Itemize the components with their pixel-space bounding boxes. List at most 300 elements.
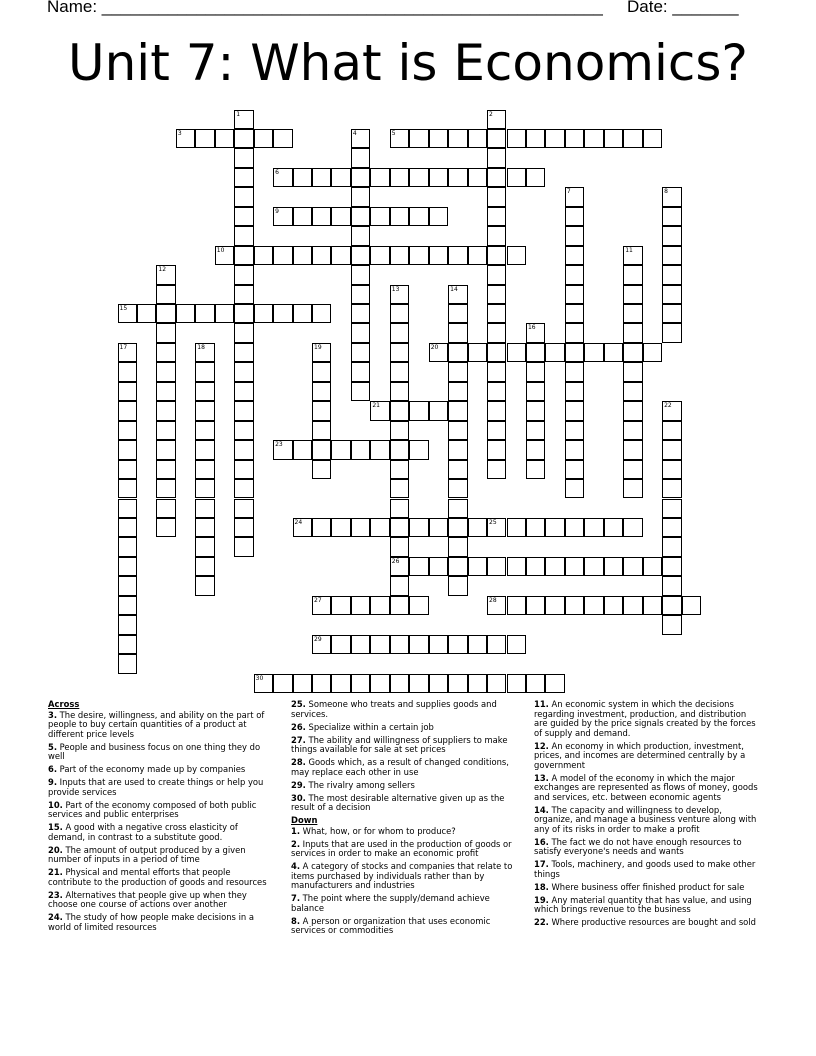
grid-cell[interactable] (507, 674, 526, 693)
grid-cell[interactable] (390, 674, 409, 693)
grid-cell[interactable] (409, 674, 428, 693)
grid-cell[interactable] (526, 557, 545, 576)
grid-cell[interactable] (487, 382, 506, 401)
grid-cell[interactable] (584, 129, 603, 148)
grid-cell[interactable] (448, 168, 467, 187)
grid-cell[interactable] (604, 596, 623, 615)
grid-cell[interactable] (623, 304, 642, 323)
grid-cell[interactable] (662, 499, 681, 518)
grid-cell[interactable] (623, 596, 642, 615)
grid-cell[interactable] (468, 518, 487, 537)
grid-cell[interactable] (156, 285, 175, 304)
grid-cell[interactable] (118, 421, 137, 440)
grid-cell[interactable] (487, 226, 506, 245)
grid-cell[interactable] (623, 285, 642, 304)
grid-cell[interactable] (429, 635, 448, 654)
grid-cell[interactable] (331, 635, 350, 654)
grid-cell[interactable] (156, 304, 175, 323)
grid-cell[interactable] (118, 576, 137, 595)
grid-cell[interactable] (468, 246, 487, 265)
grid-cell[interactable] (234, 168, 253, 187)
grid-cell[interactable] (331, 246, 350, 265)
grid-cell[interactable] (331, 207, 350, 226)
grid-cell[interactable] (118, 499, 137, 518)
grid-cell[interactable] (565, 557, 584, 576)
grid-cell[interactable] (565, 304, 584, 323)
grid-cell[interactable] (448, 246, 467, 265)
grid-cell[interactable] (623, 343, 642, 362)
grid-cell[interactable] (390, 635, 409, 654)
grid-cell[interactable] (390, 557, 409, 576)
grid-cell[interactable] (273, 246, 292, 265)
grid-cell[interactable] (662, 479, 681, 498)
grid-cell[interactable] (293, 207, 312, 226)
grid-cell[interactable] (545, 129, 564, 148)
grid-cell[interactable] (351, 343, 370, 362)
grid-cell[interactable] (487, 674, 506, 693)
grid-cell[interactable] (273, 207, 292, 226)
grid-cell[interactable] (545, 343, 564, 362)
grid-cell[interactable] (662, 557, 681, 576)
grid-cell[interactable] (390, 285, 409, 304)
grid-cell[interactable] (195, 479, 214, 498)
grid-cell[interactable] (507, 343, 526, 362)
grid-cell[interactable] (293, 518, 312, 537)
grid-cell[interactable] (351, 246, 370, 265)
grid-cell[interactable] (234, 343, 253, 362)
grid-cell[interactable] (623, 401, 642, 420)
grid-cell[interactable] (390, 401, 409, 420)
grid-cell[interactable] (390, 596, 409, 615)
grid-cell[interactable] (623, 440, 642, 459)
grid-cell[interactable] (487, 304, 506, 323)
grid-cell[interactable] (118, 382, 137, 401)
grid-cell[interactable] (448, 343, 467, 362)
grid-cell[interactable] (604, 557, 623, 576)
grid-cell[interactable] (390, 440, 409, 459)
grid-cell[interactable] (662, 285, 681, 304)
grid-cell[interactable] (429, 246, 448, 265)
grid-cell[interactable] (293, 168, 312, 187)
grid-cell[interactable] (565, 187, 584, 206)
grid-cell[interactable] (390, 246, 409, 265)
grid-cell[interactable] (118, 615, 137, 634)
grid-cell[interactable] (565, 226, 584, 245)
grid-cell[interactable] (390, 343, 409, 362)
grid-cell[interactable] (370, 596, 389, 615)
grid-cell[interactable] (468, 343, 487, 362)
grid-cell[interactable] (234, 518, 253, 537)
grid-cell[interactable] (468, 674, 487, 693)
grid-cell[interactable] (409, 518, 428, 537)
grid-cell[interactable] (351, 440, 370, 459)
grid-cell[interactable] (390, 518, 409, 537)
grid-cell[interactable] (623, 460, 642, 479)
grid-cell[interactable] (234, 440, 253, 459)
grid-cell[interactable] (195, 440, 214, 459)
grid-cell[interactable] (662, 576, 681, 595)
grid-cell[interactable] (487, 187, 506, 206)
grid-cell[interactable] (429, 343, 448, 362)
grid-cell[interactable] (526, 440, 545, 459)
grid-cell[interactable] (156, 499, 175, 518)
grid-cell[interactable] (623, 421, 642, 440)
grid-cell[interactable] (390, 499, 409, 518)
grid-cell[interactable] (662, 187, 681, 206)
grid-cell[interactable] (545, 518, 564, 537)
grid-cell[interactable] (662, 323, 681, 342)
grid-cell[interactable] (487, 460, 506, 479)
grid-cell[interactable] (390, 323, 409, 342)
grid-cell[interactable] (312, 343, 331, 362)
grid-cell[interactable] (351, 382, 370, 401)
grid-cell[interactable] (370, 518, 389, 537)
grid-cell[interactable] (662, 460, 681, 479)
grid-cell[interactable] (156, 401, 175, 420)
grid-cell[interactable] (448, 576, 467, 595)
grid-cell[interactable] (448, 401, 467, 420)
grid-cell[interactable] (312, 596, 331, 615)
grid-cell[interactable] (565, 207, 584, 226)
grid-cell[interactable] (409, 401, 428, 420)
grid-cell[interactable] (254, 674, 273, 693)
grid-cell[interactable] (565, 518, 584, 537)
grid-cell[interactable] (312, 207, 331, 226)
grid-cell[interactable] (273, 168, 292, 187)
grid-cell[interactable] (448, 499, 467, 518)
grid-cell[interactable] (526, 323, 545, 342)
grid-cell[interactable] (429, 207, 448, 226)
grid-cell[interactable] (351, 635, 370, 654)
grid-cell[interactable] (429, 129, 448, 148)
grid-cell[interactable] (293, 304, 312, 323)
grid-cell[interactable] (351, 518, 370, 537)
grid-cell[interactable] (468, 168, 487, 187)
grid-cell[interactable] (118, 401, 137, 420)
grid-cell[interactable] (468, 129, 487, 148)
grid-cell[interactable] (331, 518, 350, 537)
grid-cell[interactable] (662, 246, 681, 265)
grid-cell[interactable] (118, 596, 137, 615)
grid-cell[interactable] (351, 323, 370, 342)
grid-cell[interactable] (448, 285, 467, 304)
grid-cell[interactable] (429, 401, 448, 420)
grid-cell[interactable] (312, 674, 331, 693)
grid-cell[interactable] (468, 635, 487, 654)
grid-cell[interactable] (390, 362, 409, 381)
grid-cell[interactable] (409, 129, 428, 148)
grid-cell[interactable] (137, 304, 156, 323)
grid-cell[interactable] (545, 674, 564, 693)
grid-cell[interactable] (487, 323, 506, 342)
grid-cell[interactable] (565, 129, 584, 148)
grid-cell[interactable] (448, 382, 467, 401)
grid-cell[interactable] (118, 460, 137, 479)
grid-cell[interactable] (662, 421, 681, 440)
grid-cell[interactable] (565, 460, 584, 479)
grid-cell[interactable] (526, 518, 545, 537)
grid-cell[interactable] (545, 596, 564, 615)
grid-cell[interactable] (293, 674, 312, 693)
grid-cell[interactable] (195, 557, 214, 576)
grid-cell[interactable] (487, 343, 506, 362)
grid-cell[interactable] (195, 401, 214, 420)
grid-cell[interactable] (254, 246, 273, 265)
grid-cell[interactable] (234, 226, 253, 245)
grid-cell[interactable] (390, 304, 409, 323)
grid-cell[interactable] (390, 479, 409, 498)
grid-cell[interactable] (331, 168, 350, 187)
grid-cell[interactable] (565, 285, 584, 304)
grid-cell[interactable] (448, 440, 467, 459)
grid-cell[interactable] (370, 246, 389, 265)
grid-cell[interactable] (604, 129, 623, 148)
grid-cell[interactable] (623, 323, 642, 342)
grid-cell[interactable] (643, 596, 662, 615)
grid-cell[interactable] (487, 440, 506, 459)
grid-cell[interactable] (623, 129, 642, 148)
grid-cell[interactable] (234, 479, 253, 498)
grid-cell[interactable] (234, 285, 253, 304)
grid-cell[interactable] (526, 674, 545, 693)
grid-cell[interactable] (118, 557, 137, 576)
grid-cell[interactable] (409, 207, 428, 226)
grid-cell[interactable] (351, 207, 370, 226)
grid-cell[interactable] (487, 596, 506, 615)
grid-cell[interactable] (351, 362, 370, 381)
grid-cell[interactable] (118, 635, 137, 654)
grid-cell[interactable] (156, 323, 175, 342)
grid-cell[interactable] (643, 557, 662, 576)
grid-cell[interactable] (176, 129, 195, 148)
grid-cell[interactable] (623, 362, 642, 381)
grid-cell[interactable] (487, 518, 506, 537)
grid-cell[interactable] (487, 246, 506, 265)
grid-cell[interactable] (351, 265, 370, 284)
grid-cell[interactable] (370, 440, 389, 459)
grid-cell[interactable] (468, 557, 487, 576)
grid-cell[interactable] (623, 479, 642, 498)
grid-cell[interactable] (662, 401, 681, 420)
grid-cell[interactable] (487, 421, 506, 440)
grid-cell[interactable] (370, 207, 389, 226)
grid-cell[interactable] (662, 537, 681, 556)
grid-cell[interactable] (351, 129, 370, 148)
grid-cell[interactable] (448, 129, 467, 148)
grid-cell[interactable] (351, 148, 370, 167)
grid-cell[interactable] (390, 537, 409, 556)
grid-cell[interactable] (312, 246, 331, 265)
grid-cell[interactable] (195, 343, 214, 362)
grid-cell[interactable] (234, 537, 253, 556)
grid-cell[interactable] (351, 304, 370, 323)
grid-cell[interactable] (273, 674, 292, 693)
grid-cell[interactable] (409, 168, 428, 187)
name-field-label[interactable]: Name: _____________________________________________________ (47, 0, 603, 16)
grid-cell[interactable] (662, 265, 681, 284)
grid-cell[interactable] (545, 557, 564, 576)
grid-cell[interactable] (156, 382, 175, 401)
grid-cell[interactable] (526, 460, 545, 479)
grid-cell[interactable] (526, 421, 545, 440)
grid-cell[interactable] (584, 343, 603, 362)
grid-cell[interactable] (234, 265, 253, 284)
grid-cell[interactable] (312, 382, 331, 401)
grid-cell[interactable] (234, 148, 253, 167)
grid-cell[interactable] (234, 323, 253, 342)
grid-cell[interactable] (195, 537, 214, 556)
grid-cell[interactable] (448, 323, 467, 342)
grid-cell[interactable] (195, 129, 214, 148)
grid-cell[interactable] (448, 537, 467, 556)
grid-cell[interactable] (156, 479, 175, 498)
grid-cell[interactable] (370, 168, 389, 187)
grid-cell[interactable] (565, 265, 584, 284)
grid-cell[interactable] (487, 110, 506, 129)
grid-cell[interactable] (487, 265, 506, 284)
grid-cell[interactable] (662, 304, 681, 323)
grid-cell[interactable] (565, 343, 584, 362)
grid-cell[interactable] (215, 246, 234, 265)
grid-cell[interactable] (390, 576, 409, 595)
grid-cell[interactable] (312, 635, 331, 654)
grid-cell[interactable] (234, 362, 253, 381)
grid-cell[interactable] (565, 421, 584, 440)
grid-cell[interactable] (234, 207, 253, 226)
grid-cell[interactable] (409, 596, 428, 615)
grid-cell[interactable] (312, 304, 331, 323)
grid-cell[interactable] (448, 362, 467, 381)
grid-cell[interactable] (390, 129, 409, 148)
grid-cell[interactable] (429, 168, 448, 187)
grid-cell[interactable] (331, 596, 350, 615)
grid-cell[interactable] (487, 129, 506, 148)
grid-cell[interactable] (662, 207, 681, 226)
grid-cell[interactable] (351, 674, 370, 693)
grid-cell[interactable] (156, 518, 175, 537)
grid-cell[interactable] (331, 674, 350, 693)
grid-cell[interactable] (487, 401, 506, 420)
grid-cell[interactable] (234, 460, 253, 479)
grid-cell[interactable] (118, 654, 137, 673)
grid-cell[interactable] (643, 343, 662, 362)
grid-cell[interactable] (118, 440, 137, 459)
grid-cell[interactable] (312, 362, 331, 381)
grid-cell[interactable] (390, 207, 409, 226)
grid-cell[interactable] (370, 401, 389, 420)
grid-cell[interactable] (156, 421, 175, 440)
grid-cell[interactable] (507, 635, 526, 654)
grid-cell[interactable] (526, 596, 545, 615)
grid-cell[interactable] (565, 440, 584, 459)
grid-cell[interactable] (565, 401, 584, 420)
grid-cell[interactable] (682, 596, 701, 615)
grid-cell[interactable] (312, 518, 331, 537)
grid-cell[interactable] (273, 129, 292, 148)
grid-cell[interactable] (195, 304, 214, 323)
grid-cell[interactable] (156, 460, 175, 479)
grid-cell[interactable] (118, 537, 137, 556)
grid-cell[interactable] (293, 440, 312, 459)
grid-cell[interactable] (351, 285, 370, 304)
grid-cell[interactable] (448, 304, 467, 323)
grid-cell[interactable] (429, 674, 448, 693)
grid-cell[interactable] (507, 168, 526, 187)
grid-cell[interactable] (623, 246, 642, 265)
grid-cell[interactable] (507, 246, 526, 265)
grid-cell[interactable] (234, 129, 253, 148)
grid-cell[interactable] (312, 440, 331, 459)
grid-cell[interactable] (351, 226, 370, 245)
grid-cell[interactable] (487, 285, 506, 304)
grid-cell[interactable] (312, 168, 331, 187)
grid-cell[interactable] (604, 343, 623, 362)
grid-cell[interactable] (565, 246, 584, 265)
grid-cell[interactable] (195, 460, 214, 479)
grid-cell[interactable] (195, 421, 214, 440)
grid-cell[interactable] (623, 382, 642, 401)
grid-cell[interactable] (156, 343, 175, 362)
grid-cell[interactable] (448, 479, 467, 498)
grid-cell[interactable] (565, 596, 584, 615)
grid-cell[interactable] (526, 343, 545, 362)
grid-cell[interactable] (448, 674, 467, 693)
grid-cell[interactable] (118, 479, 137, 498)
grid-cell[interactable] (118, 304, 137, 323)
grid-cell[interactable] (623, 265, 642, 284)
grid-cell[interactable] (254, 129, 273, 148)
grid-cell[interactable] (507, 129, 526, 148)
grid-cell[interactable] (526, 382, 545, 401)
grid-cell[interactable] (215, 129, 234, 148)
grid-cell[interactable] (273, 440, 292, 459)
grid-cell[interactable] (390, 421, 409, 440)
grid-cell[interactable] (565, 362, 584, 381)
grid-cell[interactable] (487, 362, 506, 381)
grid-cell[interactable] (370, 635, 389, 654)
grid-cell[interactable] (662, 596, 681, 615)
grid-cell[interactable] (448, 557, 467, 576)
grid-cell[interactable] (234, 401, 253, 420)
grid-cell[interactable] (662, 440, 681, 459)
grid-cell[interactable] (195, 518, 214, 537)
grid-cell[interactable] (662, 226, 681, 245)
grid-cell[interactable] (195, 576, 214, 595)
grid-cell[interactable] (507, 596, 526, 615)
grid-cell[interactable] (312, 460, 331, 479)
grid-cell[interactable] (409, 635, 428, 654)
grid-cell[interactable] (234, 110, 253, 129)
grid-cell[interactable] (526, 168, 545, 187)
grid-cell[interactable] (507, 518, 526, 537)
grid-cell[interactable] (370, 674, 389, 693)
grid-cell[interactable] (390, 382, 409, 401)
grid-cell[interactable] (565, 479, 584, 498)
grid-cell[interactable] (662, 615, 681, 634)
date-field-label[interactable]: Date: _______ (627, 0, 739, 16)
grid-cell[interactable] (312, 421, 331, 440)
grid-cell[interactable] (234, 304, 253, 323)
grid-cell[interactable] (156, 362, 175, 381)
grid-cell[interactable] (448, 518, 467, 537)
grid-cell[interactable] (156, 265, 175, 284)
grid-cell[interactable] (429, 557, 448, 576)
grid-cell[interactable] (526, 129, 545, 148)
grid-cell[interactable] (195, 499, 214, 518)
grid-cell[interactable] (390, 460, 409, 479)
grid-cell[interactable] (351, 168, 370, 187)
grid-cell[interactable] (507, 557, 526, 576)
